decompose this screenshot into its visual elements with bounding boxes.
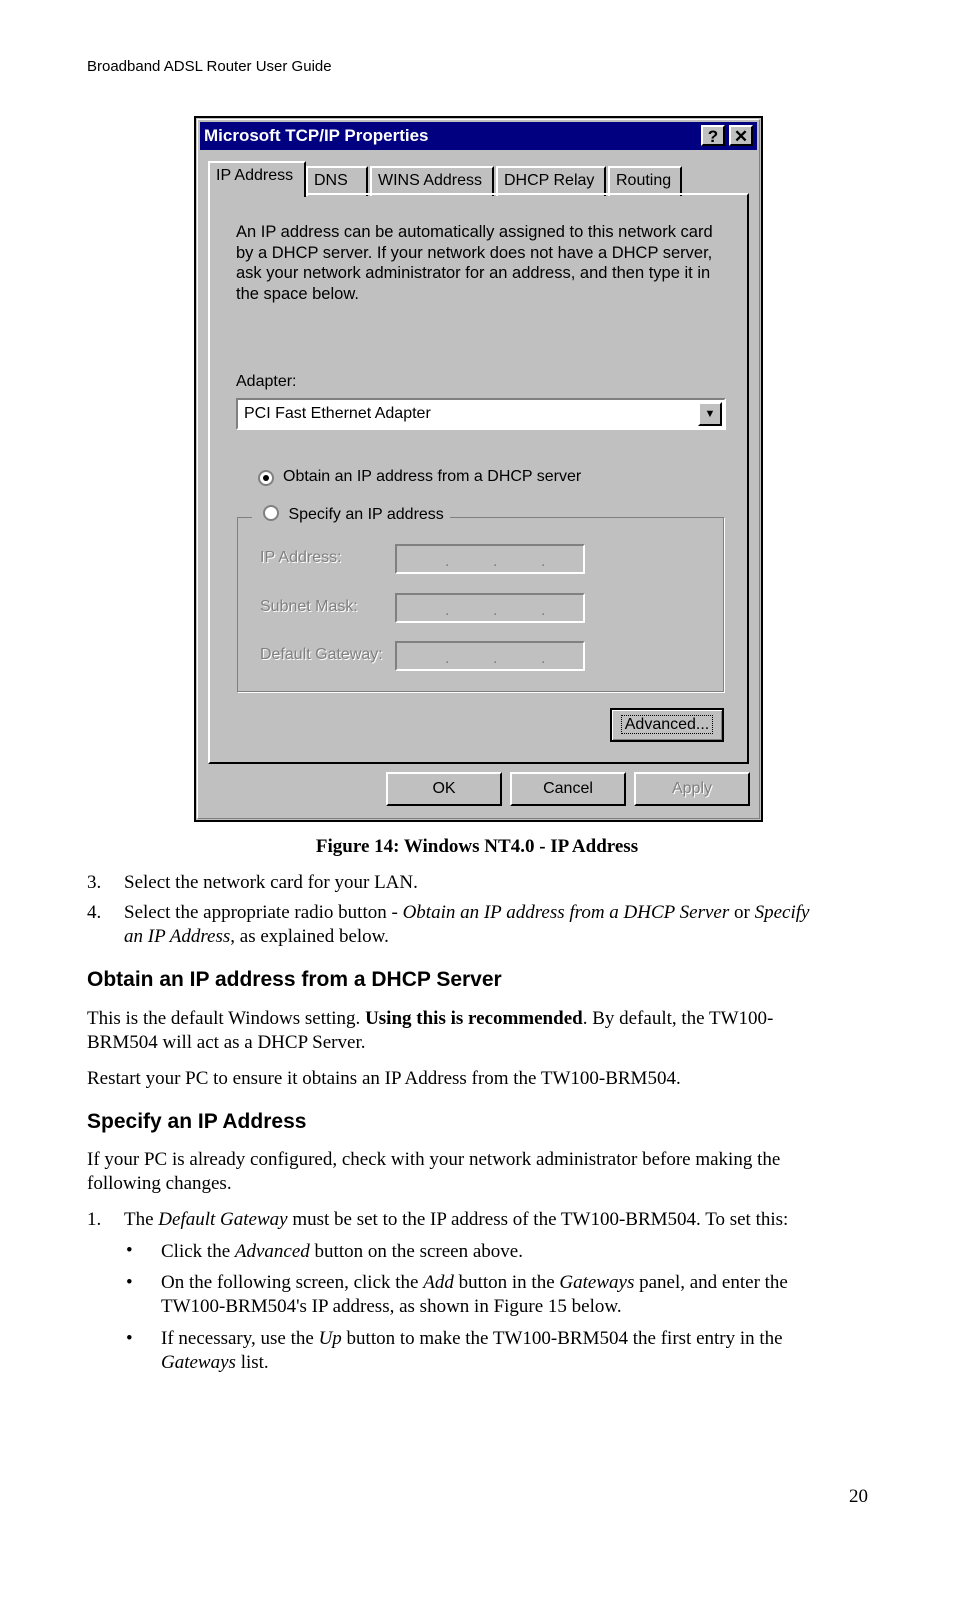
- bullet-3-text: [161, 1327, 881, 1375]
- ip-dot: .: [445, 553, 450, 570]
- ip-dot: .: [541, 553, 546, 570]
- section-1-paragraph-1: [87, 1007, 867, 1055]
- tab-dns[interactable]: DNS: [306, 166, 368, 196]
- dialog-titlebar[interactable]: [200, 122, 757, 150]
- emphasis: Add: [423, 1272, 454, 1293]
- tab-wins-address[interactable]: WINS Address: [370, 166, 494, 196]
- ip-address-panel: [208, 193, 749, 764]
- radio-specify-ip-label[interactable]: Specify an IP address: [288, 506, 444, 523]
- text-run: If necessary, use the: [161, 1328, 319, 1349]
- tcpip-properties-dialog: [194, 116, 763, 822]
- step-number: 3.: [87, 872, 102, 893]
- subnet-mask-input[interactable]: [395, 593, 585, 623]
- text-run: or: [729, 902, 755, 923]
- emphasis: Advanced: [234, 1241, 310, 1262]
- description-line: the space below.: [236, 284, 359, 303]
- ip-address-input[interactable]: [395, 544, 585, 574]
- bullet: •: [126, 1272, 133, 1293]
- text-run: If your PC is already configured, check with your network administrator before making the: [87, 1149, 781, 1170]
- adapter-value: PCI Fast Ethernet Adapter: [244, 405, 431, 422]
- text-run: On the following screen, click the: [161, 1272, 424, 1293]
- section-1-paragraph-2: Restart your PC to ensure it obtains an IP Address from the TW100-BRM504.: [87, 1068, 681, 1089]
- dialog-title: Microsoft TCP/IP Properties: [204, 126, 429, 145]
- advanced-button-label: Advanced...: [621, 715, 714, 734]
- bullet: •: [126, 1328, 133, 1349]
- emphasis: Gateways: [559, 1272, 635, 1293]
- text-run: The: [124, 1209, 159, 1230]
- text-run: button on the screen above.: [309, 1241, 523, 1262]
- step-number: 1.: [87, 1209, 102, 1230]
- section-2-paragraph-1: [87, 1148, 877, 1196]
- default-gateway-label: Default Gateway:: [260, 646, 383, 663]
- text-run: following changes.: [87, 1173, 232, 1194]
- text-run: . By default, the TW100-: [582, 1008, 774, 1029]
- ok-button[interactable]: OK: [386, 772, 502, 806]
- specify-ip-group: [237, 506, 724, 692]
- strong-text: Using this is recommended: [365, 1008, 583, 1029]
- bullet-2-text: [161, 1271, 881, 1319]
- advanced-button[interactable]: [610, 708, 724, 742]
- adapter-label: Adapter:: [236, 373, 297, 390]
- description-line: An IP address can be automatically assigned to this network card: [236, 223, 713, 241]
- emphasis: Up: [318, 1328, 342, 1349]
- text-run: Click the: [161, 1241, 235, 1262]
- default-gateway-input[interactable]: [395, 641, 585, 671]
- adapter-select[interactable]: [236, 398, 726, 430]
- bullet-1-text: [161, 1240, 523, 1264]
- ip-dot: .: [541, 602, 546, 619]
- text-run: Select the appropriate radio button -: [124, 902, 403, 923]
- emphasis: Default Gateway: [158, 1209, 288, 1230]
- ip-dot: .: [493, 553, 498, 570]
- text-run: This is the default Windows setting.: [87, 1008, 366, 1029]
- radio-obtain-dhcp[interactable]: [258, 470, 274, 486]
- radio-specify-ip[interactable]: [263, 505, 279, 521]
- subnet-mask-label: Subnet Mask:: [260, 598, 358, 615]
- help-button[interactable]: ?: [701, 125, 725, 146]
- step-3-text: Select the network card for your LAN.: [124, 872, 418, 893]
- text-run: , as explained below.: [230, 926, 389, 947]
- tab-ip-address[interactable]: IP Address: [208, 161, 306, 197]
- text-run: button in the: [453, 1272, 560, 1293]
- apply-button[interactable]: Apply: [634, 772, 750, 806]
- text-run: list.: [235, 1352, 269, 1373]
- group-legend: [252, 506, 450, 530]
- text-run: panel, and enter the: [634, 1272, 788, 1293]
- text-run: TW100-BRM504's IP address, as shown in Figure 15 below.: [161, 1296, 622, 1317]
- emphasis: Obtain an IP address from a DHCP Server: [402, 902, 730, 923]
- tab-dhcp-relay[interactable]: DHCP Relay: [496, 166, 606, 196]
- cancel-button[interactable]: Cancel: [510, 772, 626, 806]
- section-2-step-1: [124, 1208, 788, 1232]
- description-line: by a DHCP server. If your network does not have a DHCP server,: [236, 243, 713, 262]
- text-run: must be set to the IP address of the TW100-BRM504. To set this:: [287, 1209, 789, 1230]
- emphasis: Gateways: [161, 1352, 236, 1373]
- step-number: 4.: [87, 902, 102, 923]
- ip-address-label: IP Address:: [260, 549, 342, 566]
- description-text: [236, 222, 736, 304]
- bullet: •: [126, 1240, 133, 1261]
- close-button[interactable]: ✕: [729, 125, 753, 146]
- running-header: Broadband ADSL Router User Guide: [87, 58, 332, 75]
- radio-obtain-dhcp-label[interactable]: Obtain an IP address from a DHCP server: [283, 468, 582, 485]
- page-number: 20: [849, 1486, 868, 1507]
- emphasis: an IP Address: [124, 926, 231, 947]
- ip-dot: .: [445, 650, 450, 667]
- section-heading-specify: Specify an IP Address: [87, 1110, 307, 1133]
- section-heading-dhcp: Obtain an IP address from a DHCP Server: [87, 968, 502, 991]
- text-run: button to make the TW100-BRM504 the first entry in the: [341, 1328, 783, 1349]
- step-4-text: [124, 901, 884, 949]
- text-run: BRM504 will act as a DHCP Server.: [87, 1032, 366, 1053]
- chevron-down-icon[interactable]: ▼: [698, 402, 722, 426]
- ip-dot: .: [493, 602, 498, 619]
- ip-dot: .: [541, 650, 546, 667]
- figure-caption: Figure 14: Windows NT4.0 - IP Address: [315, 836, 639, 857]
- tab-routing[interactable]: Routing: [608, 166, 682, 196]
- description-line: ask your network administrator for an address, and then type it in: [236, 264, 711, 282]
- emphasis: Specify: [754, 902, 810, 923]
- ip-dot: .: [493, 650, 498, 667]
- ip-dot: .: [445, 602, 450, 619]
